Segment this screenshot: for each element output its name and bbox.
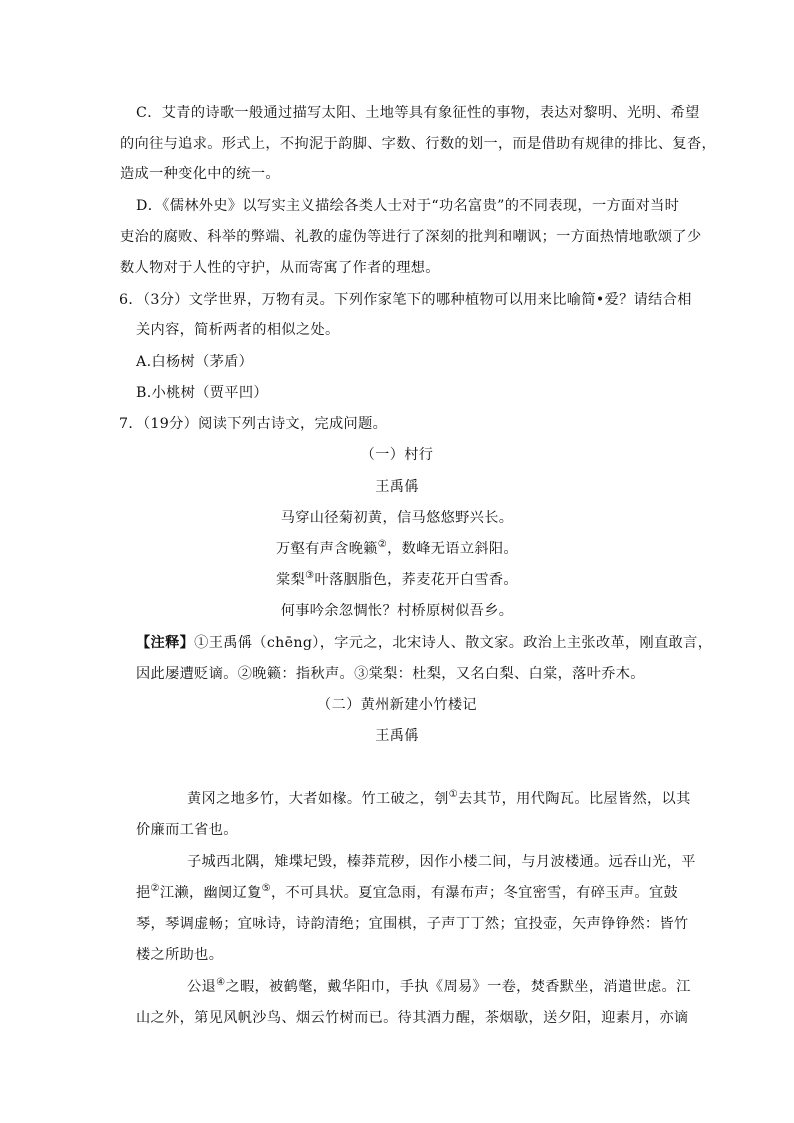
option-c-line-1: C．艾青的诗歌一般通过描写太阳、土地等具有象征性的事物，表达对黎明、光明、希望 bbox=[136, 105, 700, 121]
notes-line-1 bbox=[136, 633, 713, 653]
question-7-line-1: 7．（19分）阅读下列古诗文，完成问题。 bbox=[119, 416, 388, 432]
prose-p2-line-1: 子城西北隅，雉堞圮毁，榛莽荒秽，因作小楼二间，与月波楼通。远吞山光，平 bbox=[187, 854, 696, 870]
prose-p2-line-2-part-3: ，不可具状。夏宜急雨，有瀑布声；冬宜密雪，有碎玉声。宜鼓 bbox=[270, 885, 679, 901]
poem-note-2-marker: ② bbox=[377, 539, 388, 550]
prose-p3-line-1-part-1: 公退 bbox=[187, 979, 217, 995]
notes-line-1-text: ①王禹偁（chēng），字元之，北宋诗人、散文家。政治上主张改革，刚直敢言， bbox=[194, 635, 713, 651]
question-6-line-2: 关内容，简析两者的相似之处。 bbox=[136, 322, 340, 338]
poem-line-3-part-2: 叶落胭脂色，荞麦花开白雪香。 bbox=[314, 572, 518, 588]
prose-p3-line-1 bbox=[187, 977, 691, 997]
option-d-line-1: D．《儒林外史》以写实主义描绘各类人士对于“功名富贵”的不同表现，一方面对当时 bbox=[136, 198, 680, 214]
prose-author: 王禹偁 bbox=[375, 728, 419, 744]
prose-p2-line-2-part-1: 挹 bbox=[136, 885, 151, 901]
notes-label: 【注释】 bbox=[136, 635, 195, 651]
poem-line-3 bbox=[0, 570, 794, 590]
poem-title: （一）村行 bbox=[360, 447, 434, 463]
poem-author: 王禹偁 bbox=[375, 479, 419, 495]
question-6-option-b: B.小桃树（贾平凹） bbox=[136, 385, 268, 401]
prose-p1-line-2: 价廉而工省也。 bbox=[136, 822, 238, 838]
question-6-option-a: A.白杨树（茅盾） bbox=[136, 354, 254, 370]
notes-line-2: 因此屡遭贬谪。②晚籁：指秋声。③棠梨：杜梨，又名白梨、白棠，落叶乔木。 bbox=[136, 666, 645, 682]
poem-line-2-part-1: 万壑有声含晚籁 bbox=[276, 541, 378, 557]
prose-p2-line-4: 楼之所助也。 bbox=[136, 947, 224, 963]
question-6-line-1: 6．（3分）文学世界，万物有灵。下列作家笔下的哪种植物可以用来比喻简•爱？请结合相 bbox=[119, 292, 692, 308]
poem-line-2 bbox=[0, 539, 794, 559]
prose-p1-line-1-part-1: 黄冈之地多竹，大者如椽。竹工破之，刳 bbox=[187, 791, 449, 807]
option-c-line-3: 造成一种变化中的统一。 bbox=[120, 166, 280, 182]
prose-p2-line-3: 琴，琴调虚畅；宜咏诗，诗韵清绝；宜围棋，子声丁丁然；宜投壶，矢声铮铮然：皆竹 bbox=[136, 916, 689, 932]
poem-line-4: 何事吟余忽惆怅？村桥原树似吾乡。 bbox=[280, 603, 514, 619]
option-c-line-2: 的向往与追求。形式上，不拘泥于韵脚、字数、行数的划一，而是借助有规律的排比、复沓， bbox=[120, 136, 717, 152]
prose-p1-line-1-part-2: 去其节，用代陶瓦。比屋皆然，以其 bbox=[458, 791, 691, 807]
prose-p2-line-2-part-2: 江濑，幽阒辽夐 bbox=[159, 885, 262, 901]
poem-line-1: 马穿山径菊初黄，信马悠悠野兴长。 bbox=[280, 510, 514, 526]
prose-p3-line-1-part-2: 之暇，被鹤氅，戴华阳巾，手执《周易》一卷，焚香默坐，消遣世虑。江 bbox=[225, 979, 691, 995]
poem-line-2-part-2: ，数峰无语立斜阳。 bbox=[387, 541, 518, 557]
prose-note-1-marker: ① bbox=[448, 789, 459, 800]
prose-note-5-marker: ⑤ bbox=[261, 883, 271, 894]
option-d-line-2: 吏治的腐败、科举的弊端、礼教的虚伪等进行了深刻的批判和嘲讽；一方面热情地歌颂了少 bbox=[120, 229, 702, 245]
prose-p3-line-2: 山之外，第见风帆沙鸟、烟云竹树而已。待其酒力醒，茶烟歇，送夕阳，迎素月，亦谪 bbox=[136, 1010, 689, 1026]
prose-note-2-marker: ② bbox=[150, 883, 160, 894]
poem-note-3-marker: ③ bbox=[305, 570, 315, 581]
option-d-line-3: 数人物对于人性的守护，从而寄寓了作者的理想。 bbox=[120, 260, 440, 276]
poem-line-3-part-1: 棠梨 bbox=[276, 572, 306, 588]
prose-p2-line-2 bbox=[136, 883, 679, 903]
prose-title: （二）黄州新建小竹楼记 bbox=[317, 697, 477, 713]
prose-p1-line-1 bbox=[187, 789, 691, 809]
prose-note-4-marker: ④ bbox=[216, 977, 226, 988]
